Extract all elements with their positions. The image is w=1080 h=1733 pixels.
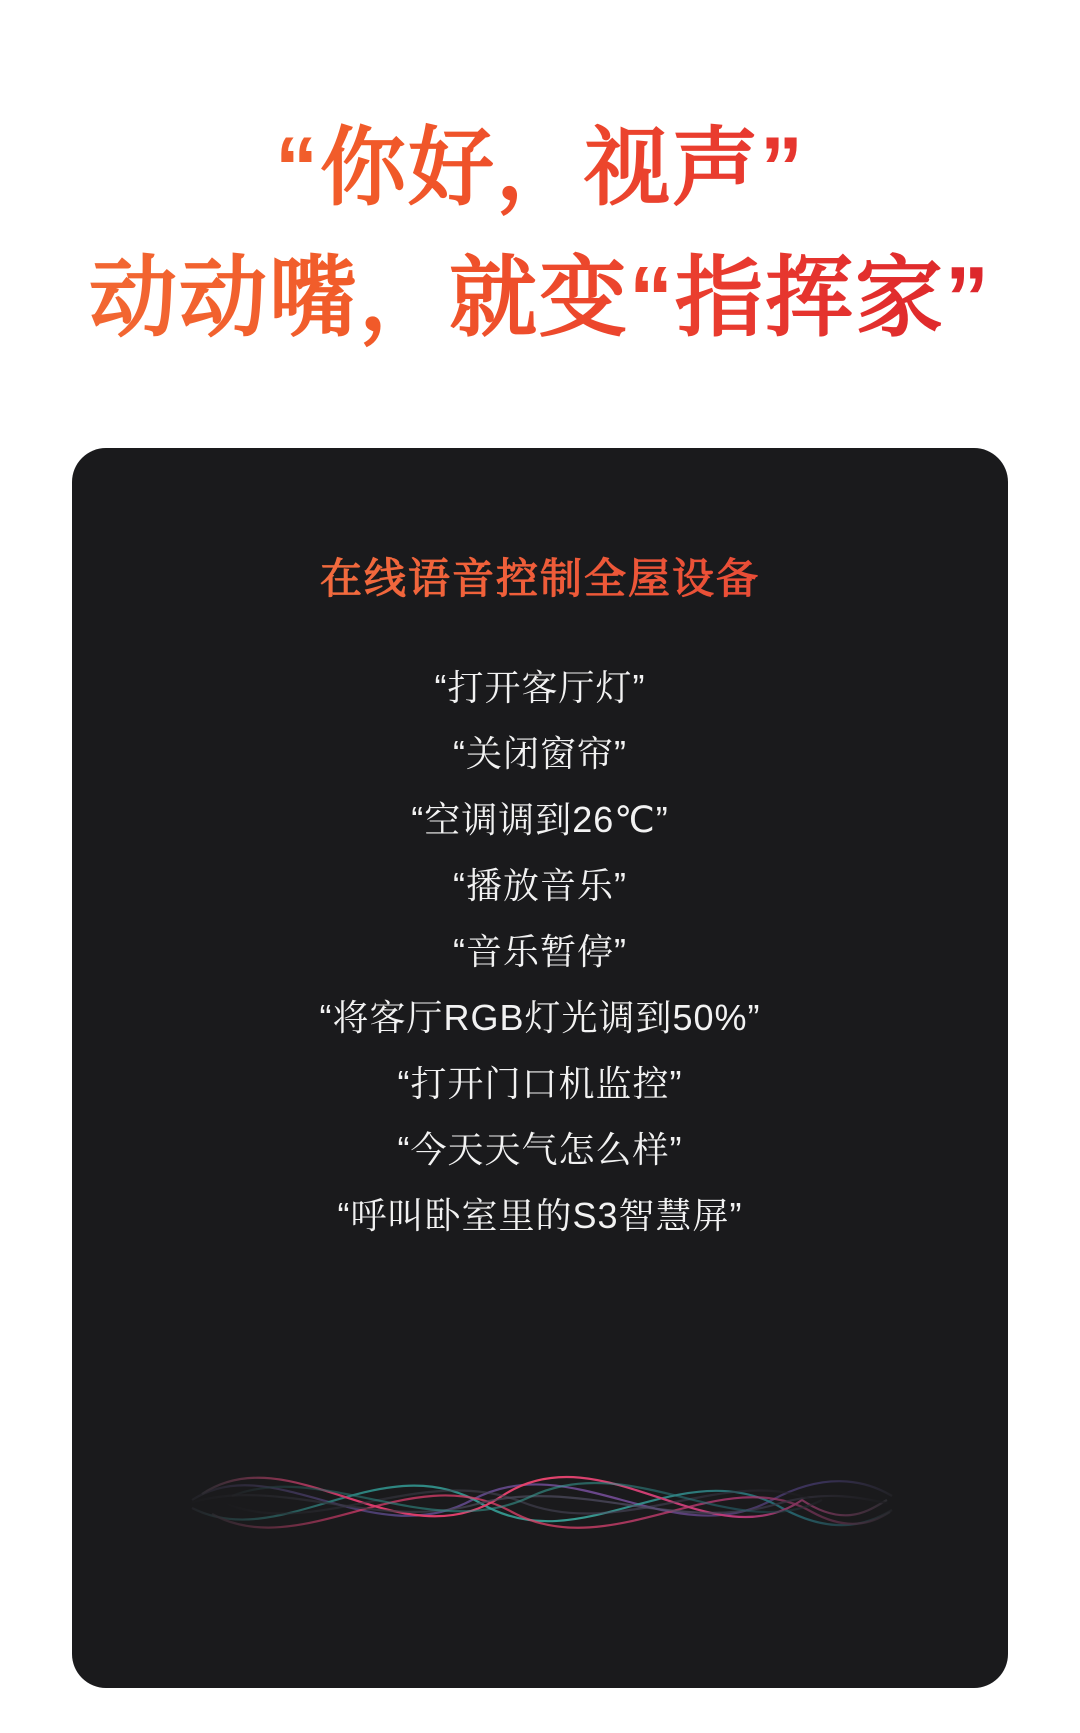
list-item: “今天天气怎么样” (397, 1129, 683, 1170)
headline (0, 112, 1080, 356)
voice-waveform-icon (72, 1404, 1008, 1584)
headline-line-2: 动动嘴，就变“指挥家” (0, 240, 1080, 356)
list-item: “空调调到26℃” (411, 799, 669, 840)
list-item: “打开客厅灯” (434, 667, 646, 708)
headline-line-1: “你好，视声” (0, 112, 1080, 226)
list-item: “打开门口机监控” (397, 1063, 683, 1104)
voice-control-card (72, 448, 1008, 1688)
list-item: “关闭窗帘” (453, 733, 627, 774)
card-title: 在线语音控制全屋设备 (72, 546, 1008, 606)
list-item: “播放音乐” (453, 865, 627, 906)
list-item: “呼叫卧室里的S3智慧屏” (337, 1195, 743, 1236)
command-list (72, 667, 1008, 1264)
list-item: “将客厅RGB灯光调到50%” (319, 997, 761, 1038)
list-item: “音乐暂停” (453, 931, 627, 972)
